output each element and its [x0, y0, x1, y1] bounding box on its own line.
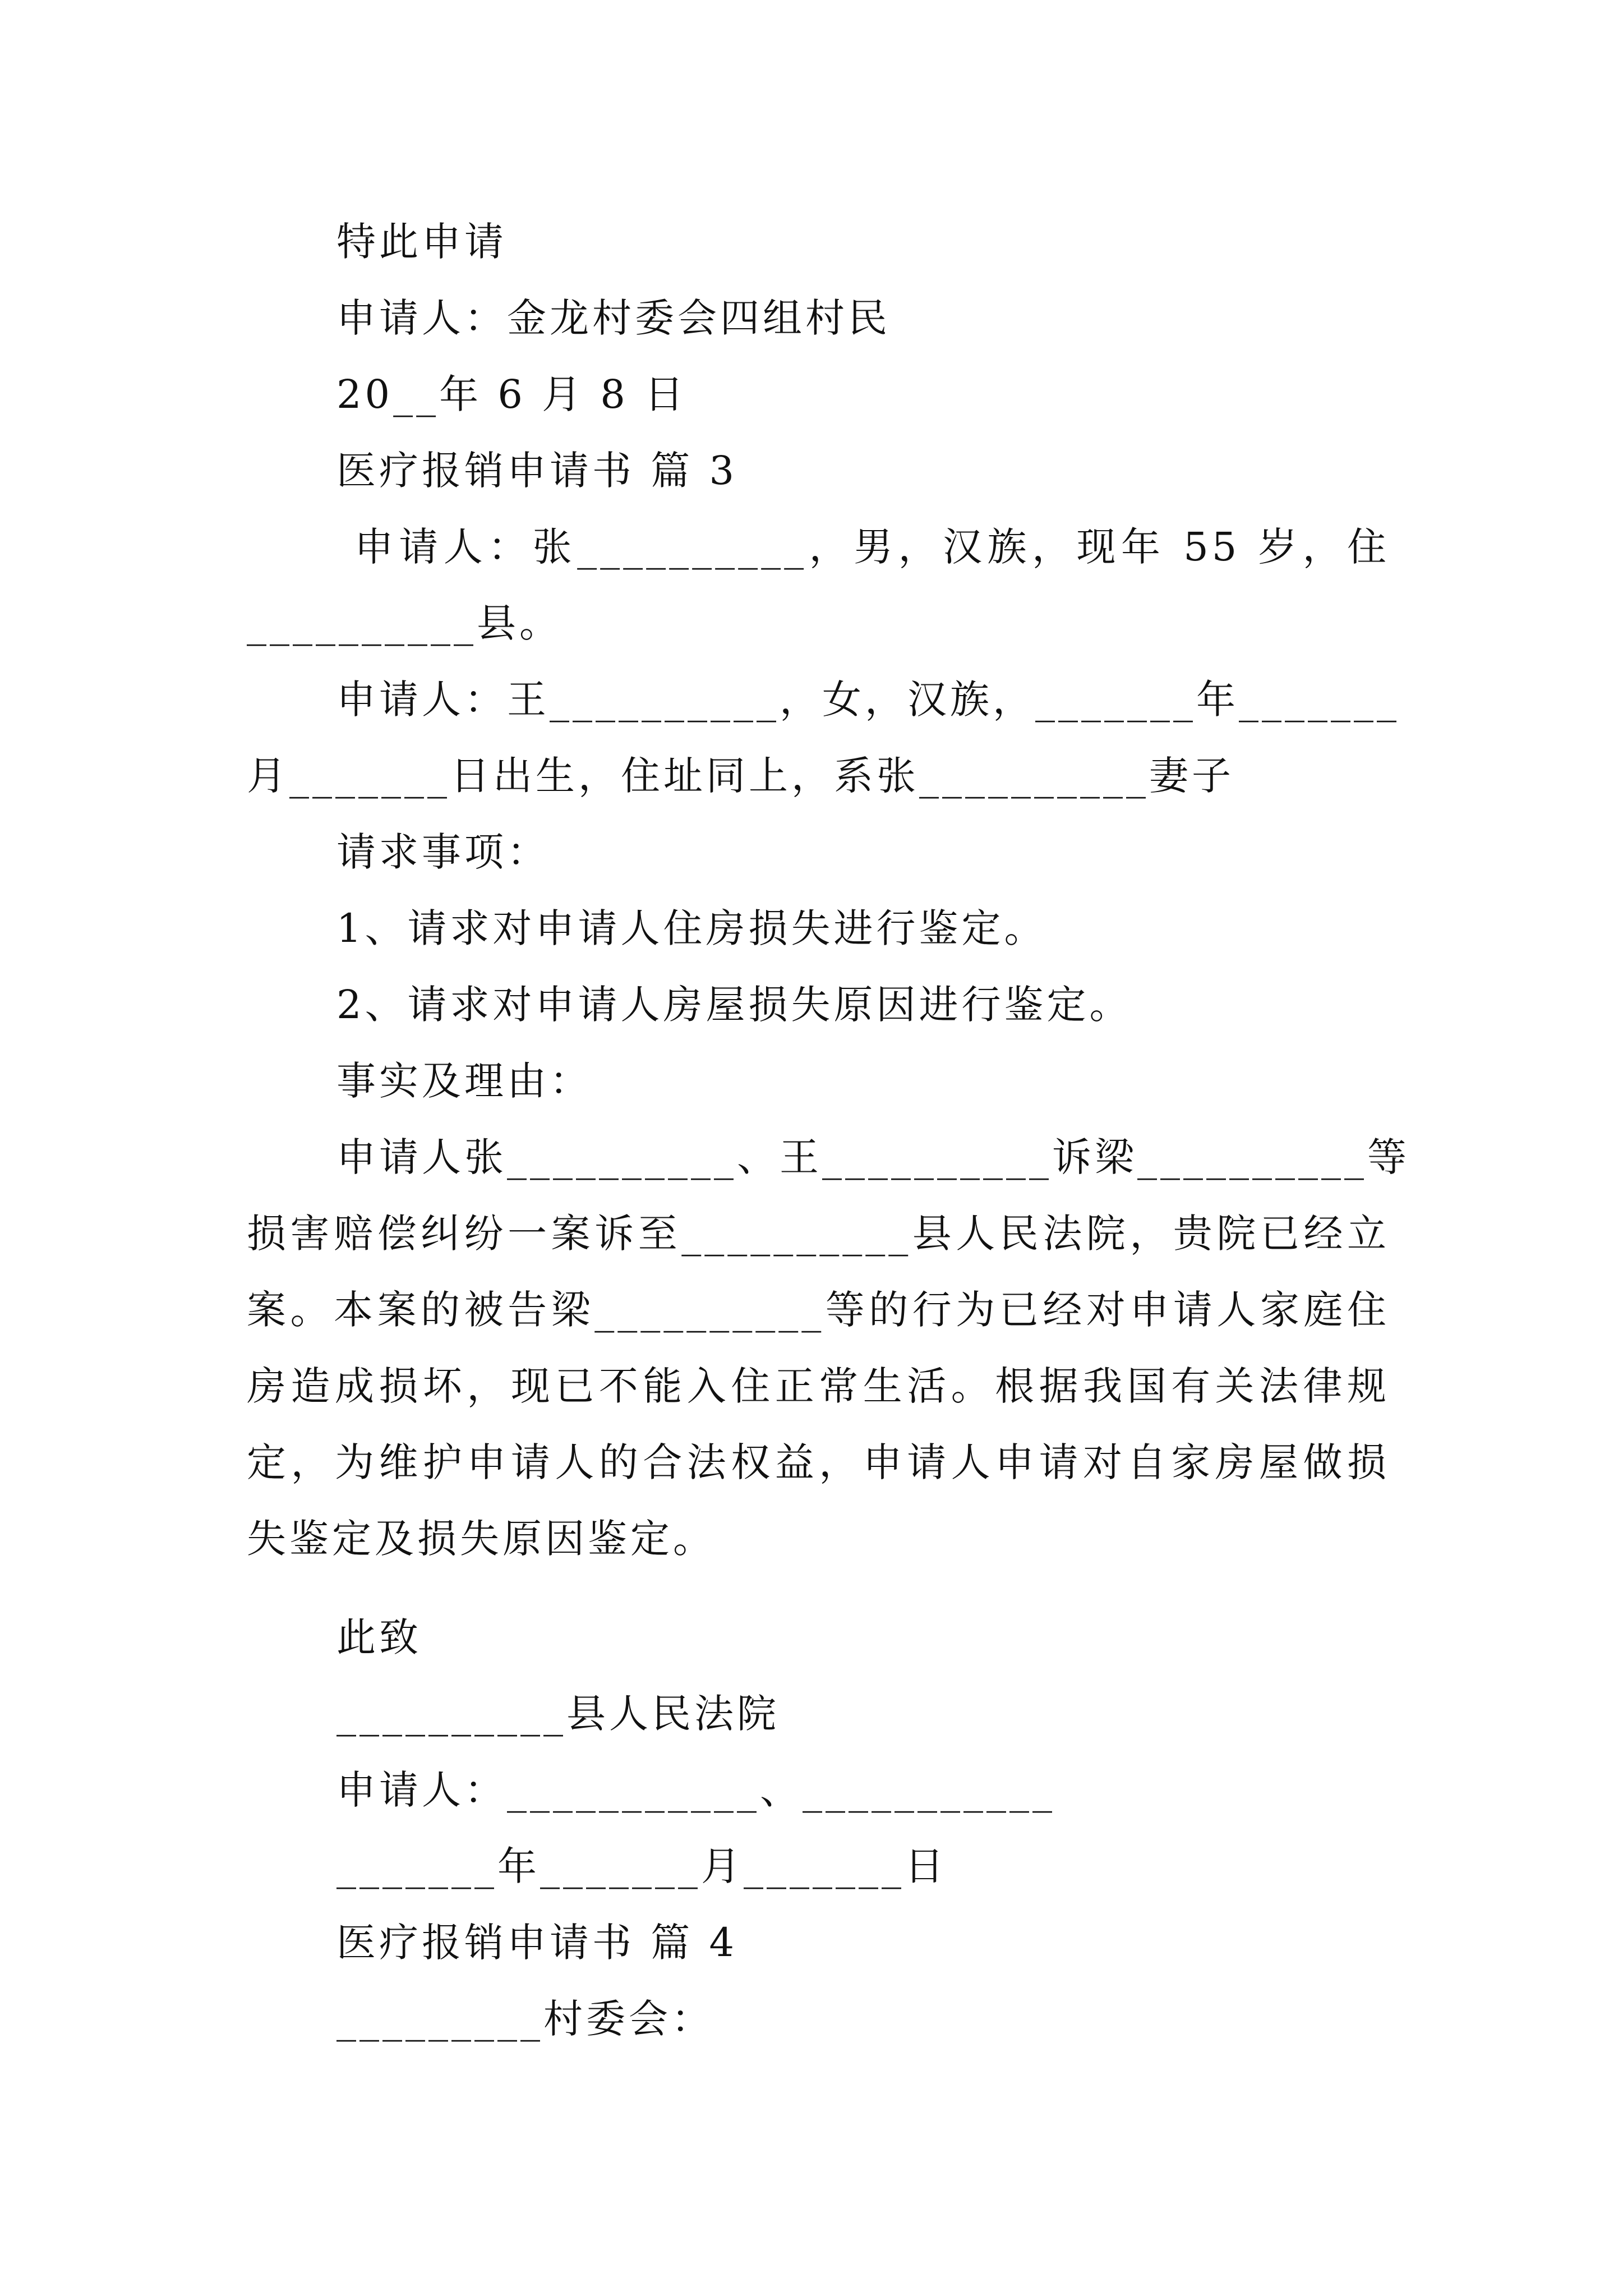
paragraph-line: 申请人：王__________，女，汉族，_______年_______ [336, 677, 1400, 723]
paragraph-line: 申请人张__________、王__________诉梁__________等 [336, 1134, 1410, 1180]
paragraph-line: 房造成损坏，现已不能入住正常生活。根据我国有关法律规 [247, 1363, 1390, 1409]
list-item: 1、请求对申请人住房损失进行鉴定。 [336, 905, 1047, 951]
date-line: 20__年 6 月 8 日 [336, 371, 688, 417]
list-item: 2、请求对申请人房屋损失原因进行鉴定。 [336, 982, 1132, 1028]
salutation: 此致 [336, 1614, 422, 1660]
signature-line: 申请人：___________、___________ [336, 1767, 1055, 1813]
recipient-court: __________县人民法院 [336, 1691, 780, 1737]
paragraph-line: 案。本案的被告梁__________等的行为已经对申请人家庭住 [247, 1287, 1390, 1333]
paragraph-line: __________县。 [247, 600, 562, 646]
closing-phrase: 特此申请 [336, 219, 507, 265]
paragraph-line: 申请人：张__________，男，汉族，现年 55 岁，住 [336, 524, 1390, 570]
paragraph-line: 失鉴定及损失原因鉴定。 [247, 1516, 716, 1562]
paragraph-line: 定，为维护申请人的合法权益，申请人申请对自家房屋做损 [247, 1439, 1390, 1485]
section-heading-4: 医疗报销申请书 篇 4 [336, 1920, 738, 1966]
subheading-requests: 请求事项： [336, 829, 550, 875]
paragraph-line: 损害赔偿纠纷一案诉至__________县人民法院，贵院已经立 [247, 1211, 1390, 1257]
date-line: _______年_______月_______日 [336, 1843, 947, 1889]
section-heading-3: 医疗报销申请书 篇 3 [336, 448, 738, 494]
paragraph-line: 月_______日出生，住址同上，系张__________妻子 [247, 753, 1234, 799]
applicant-line: 申请人：金龙村委会四组村民 [336, 295, 891, 341]
addressee-line: _________村委会： [336, 1996, 714, 2042]
subheading-facts: 事实及理由： [336, 1058, 592, 1104]
